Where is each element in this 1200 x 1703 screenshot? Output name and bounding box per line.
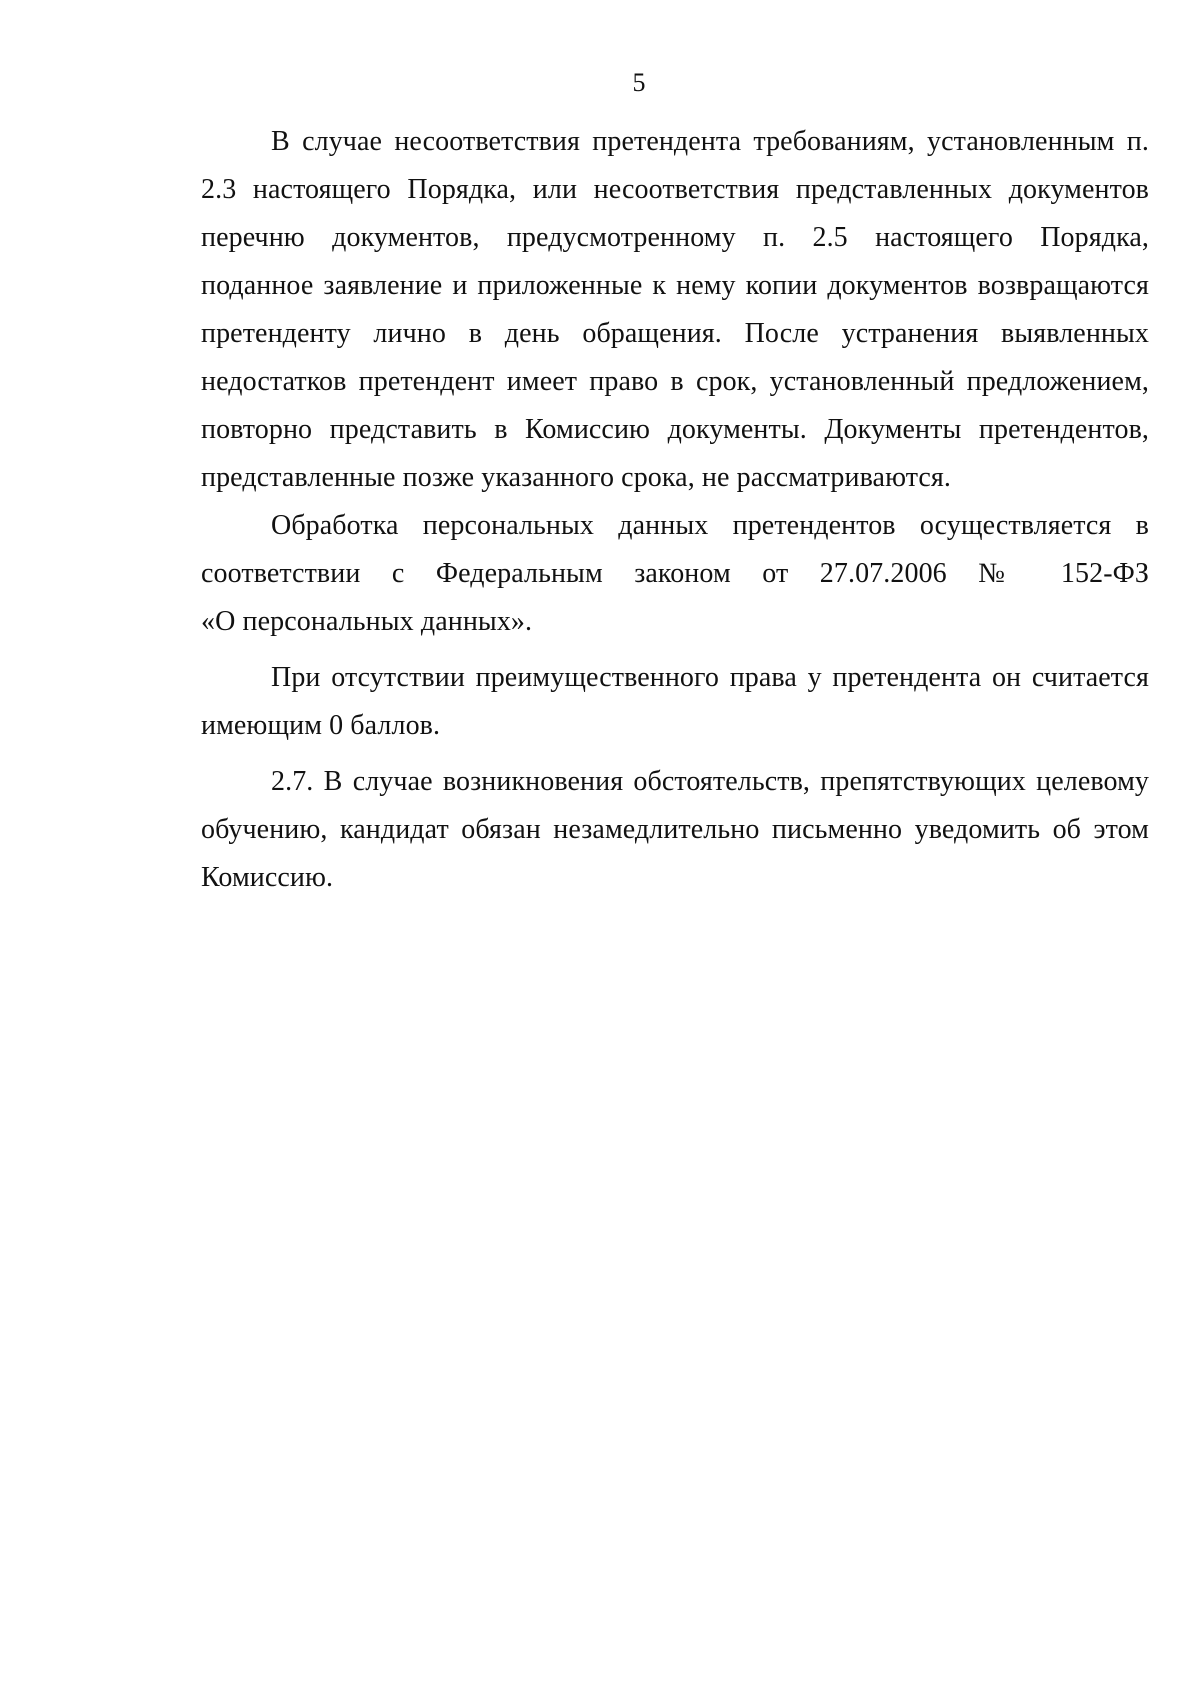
paragraph-line: обучению, кандидат обязан незамедлительно письменно уведомить об этом bbox=[201, 814, 1149, 845]
paragraph-line: имеющим 0 баллов. bbox=[201, 710, 441, 741]
paragraph-line: претенденту лично в день обращения. После устранения выявленных bbox=[201, 318, 1149, 349]
paragraph-line: 2.7. В случае возникновения обстоятельств, препятствующих целевому bbox=[271, 766, 1149, 797]
paragraph-line: соответствии с Федеральным законом от 27.07.2006 № 152-ФЗ bbox=[201, 558, 1149, 589]
paragraph-line: В случае несоответствия претендента требованиям, установленным п. bbox=[271, 126, 1149, 157]
paragraph-line: повторно представить в Комиссию документы. Документы претендентов, bbox=[201, 414, 1149, 445]
page-number: 5 bbox=[632, 68, 646, 97]
paragraph-clause-2-7 bbox=[201, 758, 1149, 902]
paragraph-no-priority-right bbox=[201, 654, 1149, 750]
paragraph-personal-data bbox=[201, 502, 1149, 646]
paragraph-line: недостатков претендент имеет право в срок, установленный предложением, bbox=[201, 366, 1149, 397]
paragraph-line: Комиссию. bbox=[201, 862, 334, 893]
paragraph-applicant-mismatch bbox=[201, 118, 1149, 502]
paragraph-line: 2.3 настоящего Порядка, или несоответствия представленных документов bbox=[201, 174, 1149, 205]
paragraph-line: При отсутствии преимущественного права у претендента он считается bbox=[271, 662, 1149, 693]
paragraph-line: поданное заявление и приложенные к нему копии документов возвращаются bbox=[201, 270, 1149, 301]
paragraph-line: перечню документов, предусмотренному п. 2.5 настоящего Порядка, bbox=[201, 222, 1149, 253]
paragraph-line: представленные позже указанного срока, не рассматриваются. bbox=[201, 462, 952, 493]
paragraph-line: «О персональных данных». bbox=[201, 606, 533, 637]
paragraph-line: Обработка персональных данных претендентов осуществляется в bbox=[271, 510, 1149, 541]
document-body bbox=[201, 118, 1149, 902]
